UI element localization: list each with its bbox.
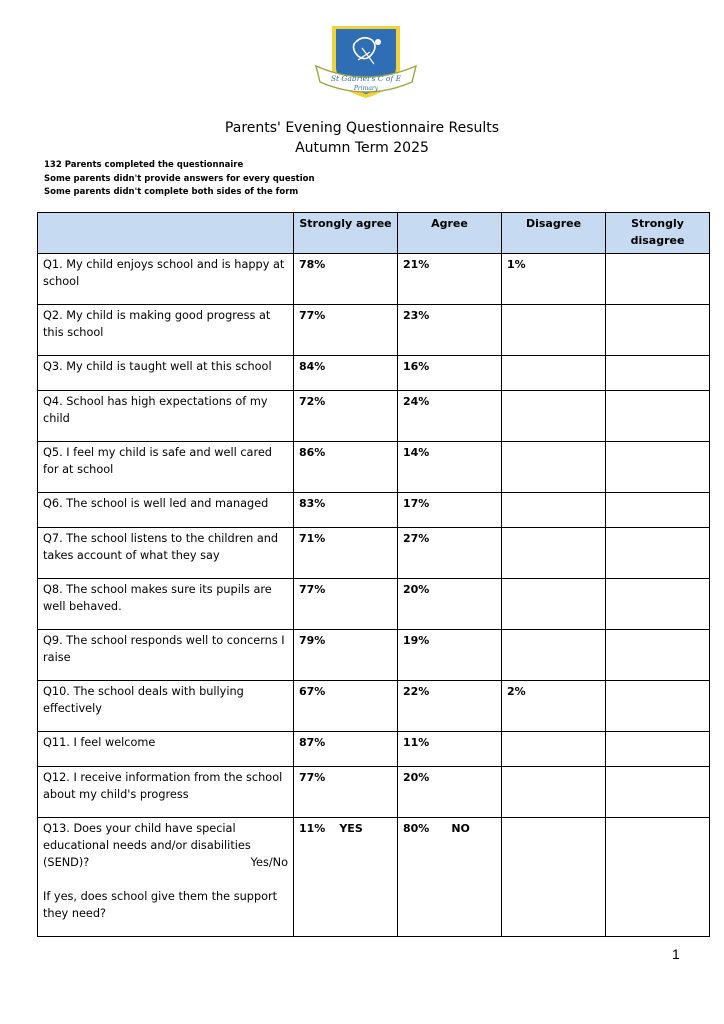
table-row (38, 732, 710, 767)
note-line: Some parents didn't provide answers for every question (44, 173, 315, 184)
disagree-cell (502, 391, 606, 442)
disagree-cell (502, 630, 606, 681)
q13-no-pct: 80% (403, 822, 430, 835)
strongly-agree-cell: 87% (294, 732, 398, 767)
table-row (38, 391, 710, 442)
q13-yes-label: YES (339, 822, 363, 835)
agree-cell (398, 818, 502, 937)
strongly-disagree-cell (606, 630, 710, 681)
table-row (38, 767, 710, 818)
agree-cell: 14% (398, 442, 502, 493)
agree-cell: 16% (398, 356, 502, 391)
strongly-agree-cell: 86% (294, 442, 398, 493)
agree-cell: 11% (398, 732, 502, 767)
agree-cell: 19% (398, 630, 502, 681)
table-row (38, 818, 710, 937)
disagree-cell (502, 732, 606, 767)
note-line: 132 Parents completed the questionnaire (44, 160, 244, 170)
column-header: Strongly agree (294, 213, 398, 254)
svg-text:St Gabriel's C of E: St Gabriel's C of E (330, 74, 402, 83)
agree-cell: 20% (398, 579, 502, 630)
strongly-agree-cell: 77% (294, 305, 398, 356)
question-cell: Q11. I feel welcome (38, 732, 294, 767)
agree-cell: 27% (398, 528, 502, 579)
column-header: Strongly disagree (606, 213, 710, 254)
question-cell: Q5. I feel my child is safe and well cared for at school (38, 442, 294, 493)
strongly-disagree-cell (606, 493, 710, 528)
column-header: Disagree (502, 213, 606, 254)
table-row (38, 528, 710, 579)
table-row (38, 442, 710, 493)
agree-cell: 24% (398, 391, 502, 442)
disagree-cell: 1% (502, 254, 606, 305)
disagree-cell (502, 493, 606, 528)
disagree-cell (502, 305, 606, 356)
strongly-agree-cell (294, 818, 398, 937)
strongly-disagree-cell (606, 305, 710, 356)
notes (44, 159, 315, 200)
strongly-agree-cell: 72% (294, 391, 398, 442)
strongly-agree-cell: 67% (294, 681, 398, 732)
column-header: Agree (398, 213, 502, 254)
strongly-agree-cell: 71% (294, 528, 398, 579)
question-cell: Q9. The school responds well to concerns I raise (38, 630, 294, 681)
table-row (38, 493, 710, 528)
column-header (38, 213, 294, 254)
question-cell: Q10. The school deals with bullying effectively (38, 681, 294, 732)
results-table (37, 212, 710, 937)
question-cell: Q3. My child is taught well at this school (38, 356, 294, 391)
strongly-disagree-cell (606, 681, 710, 732)
q13-followup: If yes, does school give them the support they need? (43, 890, 278, 920)
strongly-disagree-cell (606, 442, 710, 493)
question-cell: Q4. School has high expectations of my child (38, 391, 294, 442)
svg-text:Primary: Primary (353, 85, 379, 92)
disagree-cell (502, 767, 606, 818)
q13-no-label: NO (451, 822, 470, 835)
disagree-cell (502, 818, 606, 937)
strongly-agree-cell: 77% (294, 767, 398, 818)
agree-cell: 23% (398, 305, 502, 356)
disagree-cell (502, 356, 606, 391)
table-row (38, 305, 710, 356)
school-logo (312, 22, 420, 100)
agree-cell: 22% (398, 681, 502, 732)
disagree-cell (502, 528, 606, 579)
strongly-disagree-cell (606, 579, 710, 630)
table-row (38, 681, 710, 732)
title-line: Parents' Evening Questionnaire Results (224, 120, 500, 136)
question-cell: Q12. I receive information from the school about my child's progress (38, 767, 294, 818)
strongly-disagree-cell (606, 767, 710, 818)
disagree-cell: 2% (502, 681, 606, 732)
disagree-cell (502, 442, 606, 493)
strongly-disagree-cell (606, 818, 710, 937)
table-row (38, 254, 710, 305)
question-cell (38, 818, 294, 937)
strongly-disagree-cell (606, 356, 710, 391)
q13-yes-no: Yes/No (250, 856, 288, 869)
table-row (38, 356, 710, 391)
term-line: Autumn Term 2025 (295, 140, 429, 156)
question-cell: Q1. My child enjoys school and is happy at school (38, 254, 294, 305)
agree-cell: 21% (398, 254, 502, 305)
table-header-row (38, 213, 710, 254)
question-cell: Q7. The school listens to the children and takes account of what they say (38, 528, 294, 579)
question-cell: Q6. The school is well led and managed (38, 493, 294, 528)
strongly-agree-cell: 79% (294, 630, 398, 681)
strongly-disagree-cell (606, 528, 710, 579)
strongly-agree-cell: 78% (294, 254, 398, 305)
document-title (0, 118, 724, 158)
q13-question-text: Q13. Does your child have special educational needs and/or disabilities (SEND)? (43, 822, 251, 869)
question-cell: Q8. The school makes sure its pupils are well behaved. (38, 579, 294, 630)
strongly-disagree-cell (606, 391, 710, 442)
strongly-agree-cell: 84% (294, 356, 398, 391)
agree-cell: 20% (398, 767, 502, 818)
disagree-cell (502, 579, 606, 630)
question-cell: Q2. My child is making good progress at this school (38, 305, 294, 356)
strongly-agree-cell: 83% (294, 493, 398, 528)
note-line: Some parents didn't complete both sides of the form (44, 187, 299, 197)
strongly-agree-cell: 77% (294, 579, 398, 630)
agree-cell: 17% (398, 493, 502, 528)
page-number: 1 (672, 946, 680, 962)
q13-yes-pct: 11% (299, 822, 326, 835)
strongly-disagree-cell (606, 254, 710, 305)
table-row (38, 630, 710, 681)
table-row (38, 579, 710, 630)
strongly-disagree-cell (606, 732, 710, 767)
